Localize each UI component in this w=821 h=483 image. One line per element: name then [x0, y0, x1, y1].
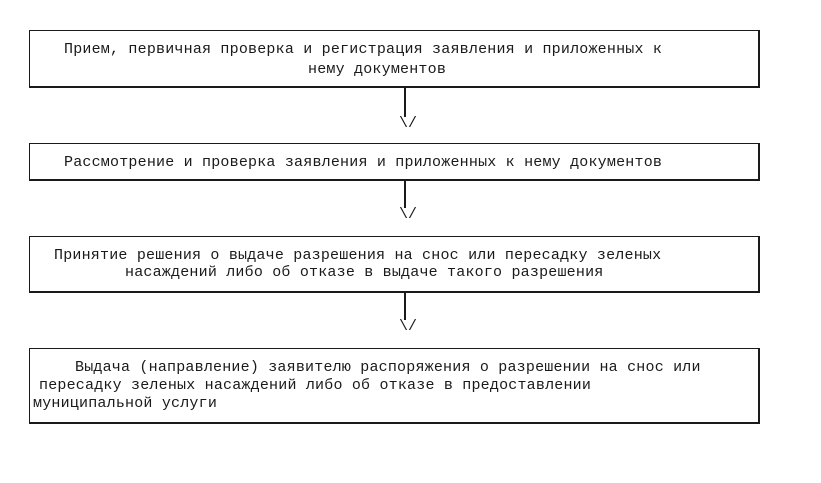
connector-line-1: [404, 88, 406, 117]
arrow-down-icon: \/: [399, 318, 418, 335]
step-3-line-2: насаждений либо об отказе в выдаче такого разрешения: [125, 264, 604, 281]
connector-line-2: [404, 181, 406, 208]
arrow-down-icon: \/: [399, 206, 418, 223]
step-4-line-2: пересадку зеленых насаждений либо об отказе в предоставлении: [39, 377, 592, 394]
flow-step-1: [29, 30, 760, 88]
step-1-line-1: Прием, первичная проверка и регистрация заявления и приложенных к: [64, 41, 663, 58]
step-1-line-2: нему документов: [308, 61, 447, 78]
step-4-line-3: муниципальной услуги: [33, 395, 218, 412]
step-4-line-1: Выдача (направление) заявителю распоряжения о разрешении на снос или: [75, 359, 701, 376]
step-3-line-1: Принятие решения о выдаче разрешения на снос или пересадку зеленых: [54, 247, 662, 264]
step-2-line-1: Рассмотрение и проверка заявления и приложенных к нему документов: [64, 154, 663, 171]
flow-step-4: [29, 348, 760, 424]
connector-line-3: [404, 293, 406, 320]
flow-step-2: [29, 143, 760, 181]
arrow-down-icon: \/: [399, 115, 418, 132]
flow-step-3: [29, 236, 760, 293]
